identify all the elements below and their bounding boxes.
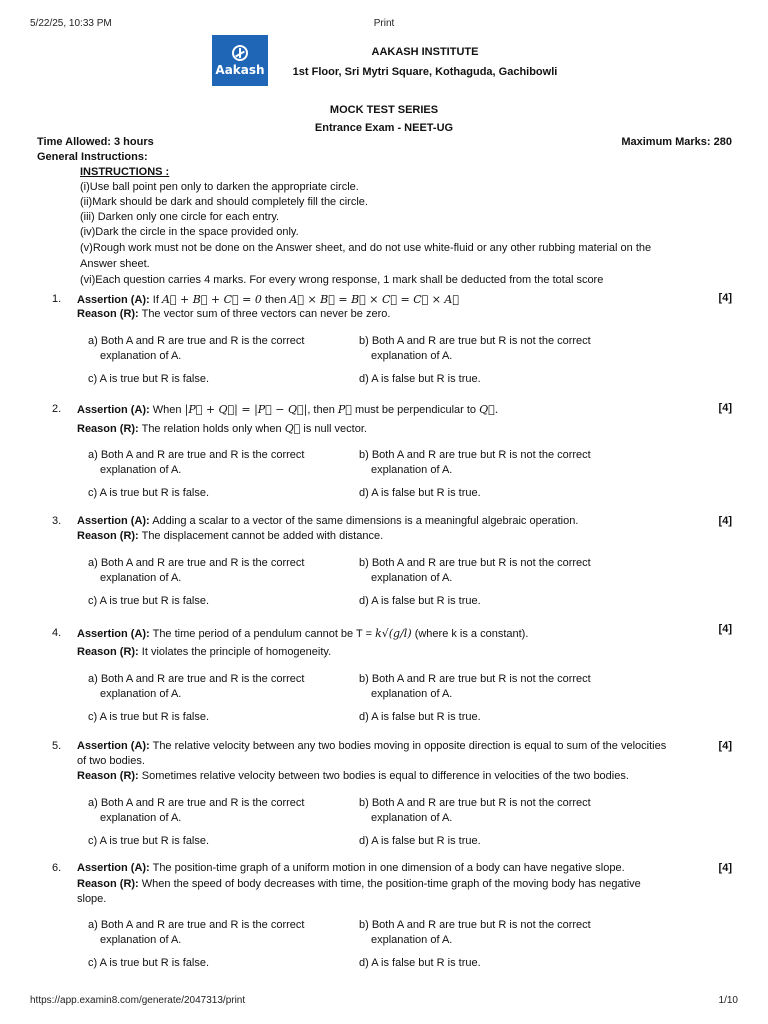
reason-line <box>77 770 629 782</box>
reason-line <box>77 878 709 890</box>
reason-text: The vector sum of three vectors can never be zero. <box>141 308 391 320</box>
option-a-text: explanation of A. <box>100 812 182 824</box>
print-page-number: 1/10 <box>718 995 738 1006</box>
reason-label: Reason (R): <box>77 878 139 890</box>
reason-label: Reason (R): <box>77 770 139 782</box>
option-b-text: explanation of A. <box>371 572 453 584</box>
question-number: 2. <box>52 403 62 415</box>
option-a-text: a) Both A and R are true and R is the correct <box>88 797 305 809</box>
assertion-math: A⃗ × B⃗ = B⃗ × C⃗ = C⃗ × A⃗ <box>289 293 459 306</box>
assertion-line <box>77 403 498 416</box>
time-allowed: Time Allowed: 3 hours <box>37 136 154 148</box>
assertion-text: The relative velocity between any two bodies moving in opposite direction is equal to sum of the velocities <box>152 740 667 752</box>
option-a[interactable] <box>88 672 304 702</box>
option-b-text: b) Both A and R are true but R is not the correct <box>359 335 591 347</box>
assertion-continuation: of two bodies. <box>77 755 145 767</box>
option-a-text: a) Both A and R are true and R is the correct <box>88 673 305 685</box>
option-c[interactable]: c) A is true but R is false. <box>88 595 210 607</box>
print-url: https://app.examin8.com/generate/2047313/print <box>30 995 246 1006</box>
assertion-label: Assertion (A): <box>77 404 150 416</box>
option-b-text: b) Both A and R are true but R is not the correct <box>359 557 591 569</box>
assertion-math: P⃗ <box>337 403 352 416</box>
reason-label: Reason (R): <box>77 646 139 658</box>
option-d[interactable]: d) A is false but R is true. <box>359 711 481 723</box>
option-b-text: explanation of A. <box>371 812 453 824</box>
reason-label: Reason (R): <box>77 423 139 435</box>
option-c[interactable]: c) A is true but R is false. <box>88 373 210 385</box>
option-b[interactable] <box>359 796 591 826</box>
max-marks: Maximum Marks: 280 <box>621 136 732 148</box>
option-a-text: explanation of A. <box>100 350 182 362</box>
assertion-text: must be perpendicular to <box>354 404 477 416</box>
instruction-item: (v)Rough work must not be done on the Answer sheet, and do not use white-fluid or any other rubbing material on the <box>80 242 652 254</box>
option-b-text: b) Both A and R are true but R is not the correct <box>359 919 591 931</box>
reason-line <box>77 422 367 435</box>
option-a[interactable] <box>88 918 304 948</box>
instruction-item: (iii) Darken only one circle for each entry. <box>80 211 280 223</box>
question-marks: [4] <box>718 515 732 527</box>
reason-line <box>77 530 383 542</box>
question-number: 5. <box>52 740 62 752</box>
question-marks: [4] <box>718 623 732 635</box>
assertion-label: Assertion (A): <box>77 862 150 874</box>
option-a[interactable] <box>88 448 304 478</box>
option-c[interactable]: c) A is true but R is false. <box>88 711 210 723</box>
assertion-text: Adding a scalar to a vector of the same dimensions is a meaningful algebraic operation. <box>152 515 579 527</box>
option-b[interactable] <box>359 556 591 586</box>
assertion-math: k√(g/l) <box>375 627 412 640</box>
assertion-text: The position-time graph of a uniform motion in one dimension of a body can have negative slope. <box>152 862 625 874</box>
assertion-text: The time period of a pendulum cannot be T = <box>152 628 373 640</box>
reason-text: is null vector. <box>303 423 367 435</box>
option-b-text: explanation of A. <box>371 464 453 476</box>
option-c[interactable]: c) A is true but R is false. <box>88 835 210 847</box>
reason-text: Sometimes relative velocity between two bodies is equal to difference in velocities of the two bodies. <box>141 770 629 782</box>
institute-name: AAKASH INSTITUTE <box>371 46 479 58</box>
option-a-text: a) Both A and R are true and R is the correct <box>88 557 305 569</box>
assertion-math: Q⃗. <box>479 403 499 416</box>
assertion-line <box>77 627 528 640</box>
reason-continuation: slope. <box>77 893 107 905</box>
assertion-line <box>77 293 459 306</box>
option-d[interactable]: d) A is false but R is true. <box>359 373 481 385</box>
general-instructions: General Instructions: <box>37 151 148 163</box>
option-d[interactable]: d) A is false but R is true. <box>359 595 481 607</box>
instruction-item: (vi)Each question carries 4 marks. For every wrong response, 1 mark shall be deducted from the total score <box>80 274 604 286</box>
option-b-text: b) Both A and R are true but R is not the correct <box>359 797 591 809</box>
reason-label: Reason (R): <box>77 308 139 320</box>
reason-label: Reason (R): <box>77 530 139 542</box>
reason-line <box>77 646 331 658</box>
assertion-text: , then <box>307 404 335 416</box>
option-c[interactable]: c) A is true but R is false. <box>88 487 210 499</box>
institute-address: 1st Floor, Sri Mytri Square, Kothaguda, Gachibowli <box>292 66 558 78</box>
option-a-text: explanation of A. <box>100 688 182 700</box>
option-a[interactable] <box>88 556 304 586</box>
assertion-label: Assertion (A): <box>77 740 150 752</box>
question-marks: [4] <box>718 862 732 874</box>
option-a-text: a) Both A and R are true and R is the correct <box>88 335 305 347</box>
option-b[interactable] <box>359 334 591 364</box>
assertion-line <box>77 862 625 874</box>
assertion-text: When <box>152 404 182 416</box>
option-a[interactable] <box>88 796 304 826</box>
option-a-text: a) Both A and R are true and R is the correct <box>88 919 305 931</box>
reason-line <box>77 308 390 320</box>
assertion-math: A⃗ + B⃗ + C⃗ = 0 <box>161 293 262 306</box>
reason-text: The displacement cannot be added with distance. <box>141 530 384 542</box>
logo-text: Aakash <box>215 62 265 77</box>
assertion-line <box>77 515 578 527</box>
reason-math: Q⃗ <box>284 422 301 435</box>
question-number: 3. <box>52 515 62 527</box>
instruction-item: (ii)Mark should be dark and should completely fill the circle. <box>80 196 368 208</box>
instruction-item: Answer sheet. <box>80 258 150 270</box>
assertion-math: |P⃗ + Q⃗| = |P⃗ − Q⃗| <box>184 403 308 416</box>
exam-title: Entrance Exam - NEET-UG <box>314 122 454 134</box>
reason-text: It violates the principle of homogeneity. <box>141 646 332 658</box>
question-number: 1. <box>52 293 62 305</box>
question-marks: [4] <box>718 292 732 304</box>
assertion-text: (where k is a constant). <box>414 628 529 640</box>
assertion-text: then <box>264 294 287 306</box>
option-b-text: explanation of A. <box>371 688 453 700</box>
option-d[interactable]: d) A is false but R is true. <box>359 487 481 499</box>
option-c[interactable]: c) A is true but R is false. <box>88 957 210 969</box>
question-number: 6. <box>52 862 62 874</box>
assertion-line <box>77 740 709 752</box>
question-marks: [4] <box>718 740 732 752</box>
option-b[interactable] <box>359 448 591 478</box>
instruction-item: (iv)Dark the circle in the space provided only. <box>80 226 299 238</box>
assertion-label: Assertion (A): <box>77 515 150 527</box>
option-d[interactable]: d) A is false but R is true. <box>359 835 481 847</box>
instruction-item: (i)Use ball point pen only to darken the appropriate circle. <box>80 181 359 193</box>
option-a-text: a) Both A and R are true and R is the correct <box>88 449 305 461</box>
reason-text: When the speed of body decreases with time, the position-time graph of the moving body has negative <box>141 878 641 890</box>
assertion-label: Assertion (A): <box>77 628 150 640</box>
question-marks: [4] <box>718 402 732 414</box>
question-number: 4. <box>52 627 62 639</box>
series-title: MOCK TEST SERIES <box>329 104 439 116</box>
assertion-text: If <box>152 294 159 306</box>
option-a-text: explanation of A. <box>100 934 182 946</box>
aakash-logo <box>212 35 268 86</box>
option-b-text: b) Both A and R are true but R is not the correct <box>359 673 591 685</box>
option-a-text: explanation of A. <box>100 572 182 584</box>
assertion-label: Assertion (A): <box>77 294 150 306</box>
option-b-text: explanation of A. <box>371 934 453 946</box>
reason-text: The relation holds only when <box>141 423 282 435</box>
option-b-text: explanation of A. <box>371 350 453 362</box>
option-a-text: explanation of A. <box>100 464 182 476</box>
option-b[interactable] <box>359 918 591 948</box>
option-b-text: b) Both A and R are true but R is not the correct <box>359 449 591 461</box>
option-d[interactable]: d) A is false but R is true. <box>359 957 481 969</box>
option-b[interactable] <box>359 672 591 702</box>
option-a[interactable] <box>88 334 304 364</box>
instructions-title: INSTRUCTIONS : <box>80 166 170 178</box>
logo-emblem-icon <box>232 45 248 61</box>
print-page-title: Print <box>373 18 395 29</box>
print-datetime: 5/22/25, 10:33 PM <box>30 18 112 29</box>
